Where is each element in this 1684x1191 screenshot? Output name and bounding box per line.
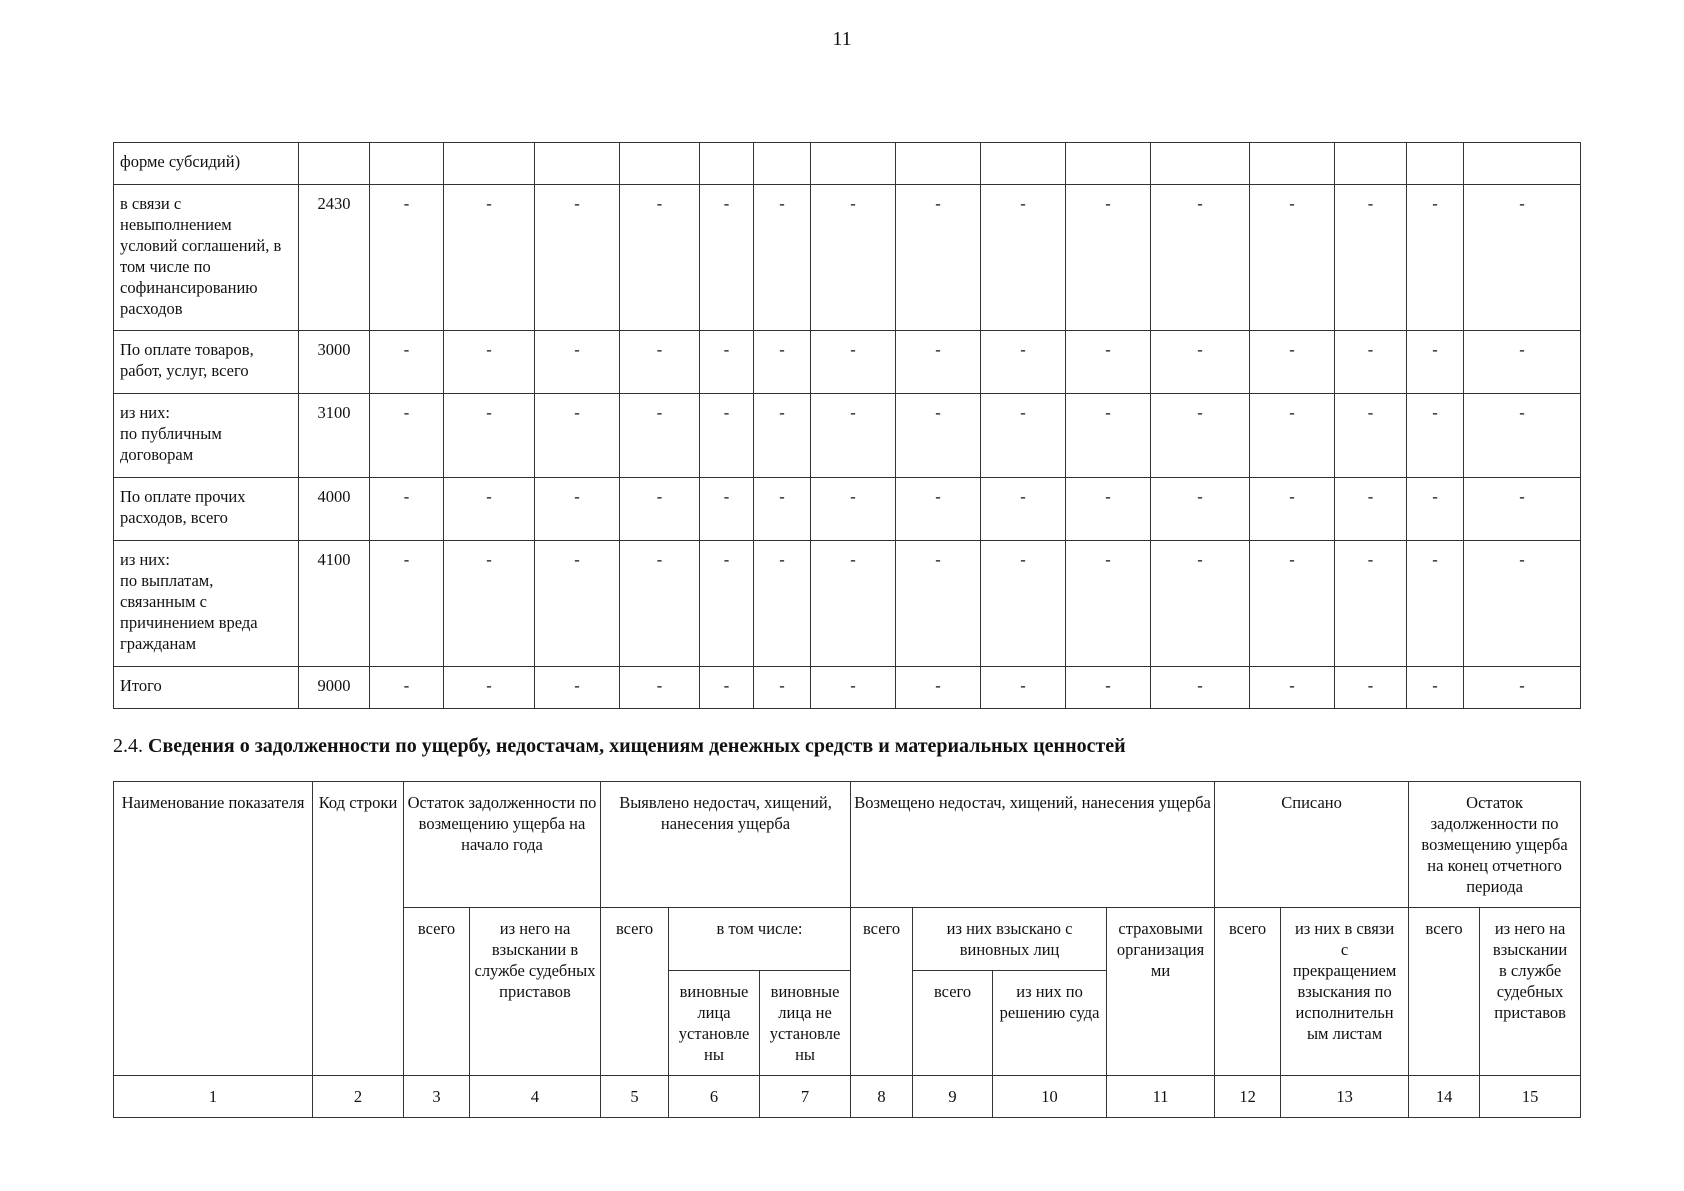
row-value: - [370, 541, 444, 667]
row-value: - [1066, 667, 1151, 709]
row-value: - [1407, 331, 1464, 394]
row-value: - [444, 331, 535, 394]
header-total-compensated: всего [851, 908, 913, 1076]
section-title: Сведения о задолженности по ущербу, недостачам, хищениям денежных средств и материальных ценностей [148, 735, 1126, 757]
column-number: 6 [669, 1076, 760, 1118]
header-including: в том числе: [669, 908, 851, 971]
column-number: 10 [993, 1076, 1107, 1118]
header-total-recovered: всего [913, 971, 993, 1076]
row-value [1151, 143, 1250, 185]
row-value: - [981, 667, 1066, 709]
row-value: - [1407, 541, 1464, 667]
row-value: - [1335, 478, 1407, 541]
row-value: - [1066, 478, 1151, 541]
row-value [1250, 143, 1335, 185]
section-number: 2.4. [113, 735, 143, 757]
row-name: Итого [114, 667, 299, 709]
header-culprits-unknown: виновные лица не установле ны [760, 971, 851, 1076]
row-value: - [700, 478, 754, 541]
row-value: - [1464, 331, 1581, 394]
row-value [811, 143, 896, 185]
header-total-written-off: всего [1215, 908, 1281, 1076]
table-row [114, 143, 1581, 185]
row-value [444, 143, 535, 185]
row-value: - [754, 541, 811, 667]
row-value: - [811, 185, 896, 331]
column-number: 13 [1281, 1076, 1409, 1118]
row-value: - [620, 331, 700, 394]
row-value: - [1464, 478, 1581, 541]
row-value: - [535, 185, 620, 331]
row-value [370, 143, 444, 185]
row-name: из них: по выплатам, связанным с причинением вреда гражданам [114, 541, 299, 667]
top-table [113, 142, 1581, 709]
row-value: - [754, 667, 811, 709]
row-value [1407, 143, 1464, 185]
row-value [535, 143, 620, 185]
row-value: - [896, 185, 981, 331]
row-value [896, 143, 981, 185]
row-value: - [620, 478, 700, 541]
row-value: - [1250, 185, 1335, 331]
column-number: 4 [470, 1076, 601, 1118]
header-total-closing: всего [1409, 908, 1480, 1076]
row-value: - [535, 331, 620, 394]
header-code: Код строки [313, 782, 404, 1076]
header-total-detected: всего [601, 908, 669, 1076]
row-value: - [981, 478, 1066, 541]
row-value: - [1407, 478, 1464, 541]
table-row [114, 185, 1581, 331]
row-value: - [370, 478, 444, 541]
header-total-opening: всего [404, 908, 470, 1076]
row-value: - [896, 394, 981, 478]
row-name: в связи с невыполнением условий соглашений, в том числе по софинансированию расходов [114, 185, 299, 331]
row-value: - [1407, 667, 1464, 709]
table-row [114, 541, 1581, 667]
row-value: - [700, 394, 754, 478]
header-name: Наименование показателя [114, 782, 313, 1076]
column-number: 1 [114, 1076, 313, 1118]
row-value: - [1250, 394, 1335, 478]
row-code: 4000 [299, 478, 370, 541]
row-code [299, 143, 370, 185]
row-value [700, 143, 754, 185]
row-value [1335, 143, 1407, 185]
row-code: 3100 [299, 394, 370, 478]
row-value [1066, 143, 1151, 185]
table-row [114, 331, 1581, 394]
column-number: 15 [1480, 1076, 1581, 1118]
row-code: 3000 [299, 331, 370, 394]
row-value: - [535, 667, 620, 709]
row-value: - [1250, 541, 1335, 667]
row-value: - [754, 478, 811, 541]
table-row [114, 667, 1581, 709]
header-bailiffs-closing: из него на взыскании в службе судебных приставов [1480, 908, 1581, 1076]
row-value: - [1066, 331, 1151, 394]
row-value [754, 143, 811, 185]
row-value [620, 143, 700, 185]
row-value: - [811, 667, 896, 709]
row-value: - [700, 667, 754, 709]
row-value: - [896, 667, 981, 709]
row-value: - [1066, 541, 1151, 667]
header-bailiffs-opening: из него на взыскании в службе судебных приставов [470, 908, 601, 1076]
row-value: - [1151, 541, 1250, 667]
row-value: - [370, 394, 444, 478]
row-value [1464, 143, 1581, 185]
column-number: 8 [851, 1076, 913, 1118]
row-name: из них: по публичным договорам [114, 394, 299, 478]
row-value: - [444, 394, 535, 478]
row-value: - [1464, 667, 1581, 709]
bottom-table [113, 781, 1581, 1118]
row-value: - [370, 331, 444, 394]
row-value: - [1407, 394, 1464, 478]
row-value: - [1464, 394, 1581, 478]
row-value: - [811, 394, 896, 478]
header-recovered-from-culprits: из них взыскано с виновных лиц [913, 908, 1107, 971]
row-value: - [535, 478, 620, 541]
row-value: - [896, 478, 981, 541]
row-value: - [1335, 541, 1407, 667]
row-value: - [620, 185, 700, 331]
row-value: - [981, 185, 1066, 331]
column-number: 12 [1215, 1076, 1281, 1118]
header-enforcement-stopped: из них в связи с прекращением взыскания по исполнительн ым листам [1281, 908, 1409, 1076]
row-value: - [1464, 541, 1581, 667]
row-value: - [444, 185, 535, 331]
column-number: 3 [404, 1076, 470, 1118]
row-value: - [1066, 394, 1151, 478]
row-value: - [620, 541, 700, 667]
row-value: - [754, 394, 811, 478]
header-detected: Выявлено недостач, хищений, нанесения ущерба [601, 782, 851, 908]
table-row [114, 478, 1581, 541]
column-number: 11 [1107, 1076, 1215, 1118]
row-value: - [444, 478, 535, 541]
row-value: - [444, 667, 535, 709]
row-value: - [1151, 331, 1250, 394]
row-value: - [1335, 331, 1407, 394]
row-value: - [444, 541, 535, 667]
row-value: - [754, 331, 811, 394]
column-number: 14 [1409, 1076, 1480, 1118]
row-value: - [1250, 667, 1335, 709]
row-value: - [620, 394, 700, 478]
row-value [981, 143, 1066, 185]
column-number: 5 [601, 1076, 669, 1118]
header-written-off: Списано [1215, 782, 1409, 908]
column-number: 9 [913, 1076, 993, 1118]
column-number: 7 [760, 1076, 851, 1118]
header-culprits-known: виновные лица установле ны [669, 971, 760, 1076]
row-value: - [981, 394, 1066, 478]
row-value: - [620, 667, 700, 709]
row-code: 2430 [299, 185, 370, 331]
row-name: По оплате прочих расходов, всего [114, 478, 299, 541]
row-value: - [896, 541, 981, 667]
row-value: - [535, 394, 620, 478]
row-value: - [1250, 478, 1335, 541]
column-numbers-row [114, 1076, 1581, 1118]
row-value: - [700, 185, 754, 331]
row-name: По оплате товаров, работ, услуг, всего [114, 331, 299, 394]
row-value: - [981, 331, 1066, 394]
row-value: - [535, 541, 620, 667]
row-value: - [1151, 394, 1250, 478]
row-value: - [1151, 478, 1250, 541]
row-value: - [1464, 185, 1581, 331]
header-by-court: из них по решению суда [993, 971, 1107, 1076]
header-opening-balance: Остаток задолженности по возмещению ущерба на начало года [404, 782, 601, 908]
row-code: 9000 [299, 667, 370, 709]
row-name: форме субсидий) [114, 143, 299, 185]
row-code: 4100 [299, 541, 370, 667]
row-value: - [1335, 394, 1407, 478]
row-value: - [370, 667, 444, 709]
row-value: - [896, 331, 981, 394]
row-value: - [700, 331, 754, 394]
row-value: - [1151, 667, 1250, 709]
row-value: - [1335, 185, 1407, 331]
row-value: - [1151, 185, 1250, 331]
row-value: - [1407, 185, 1464, 331]
row-value: - [1335, 667, 1407, 709]
header-compensated: Возмещено недостач, хищений, нанесения ущерба [851, 782, 1215, 908]
row-value: - [700, 541, 754, 667]
row-value: - [981, 541, 1066, 667]
section-heading [113, 735, 1573, 758]
row-value: - [811, 331, 896, 394]
row-value: - [811, 541, 896, 667]
table-row [114, 394, 1581, 478]
header-insurers: страховыми организация ми [1107, 908, 1215, 1076]
row-value: - [811, 478, 896, 541]
row-value: - [1250, 331, 1335, 394]
page-number: 11 [832, 28, 852, 50]
row-value: - [370, 185, 444, 331]
row-value: - [1066, 185, 1151, 331]
row-value: - [754, 185, 811, 331]
header-closing-balance: Остаток задолженности по возмещению ущерба на конец отчетного периода [1409, 782, 1581, 908]
column-number: 2 [313, 1076, 404, 1118]
